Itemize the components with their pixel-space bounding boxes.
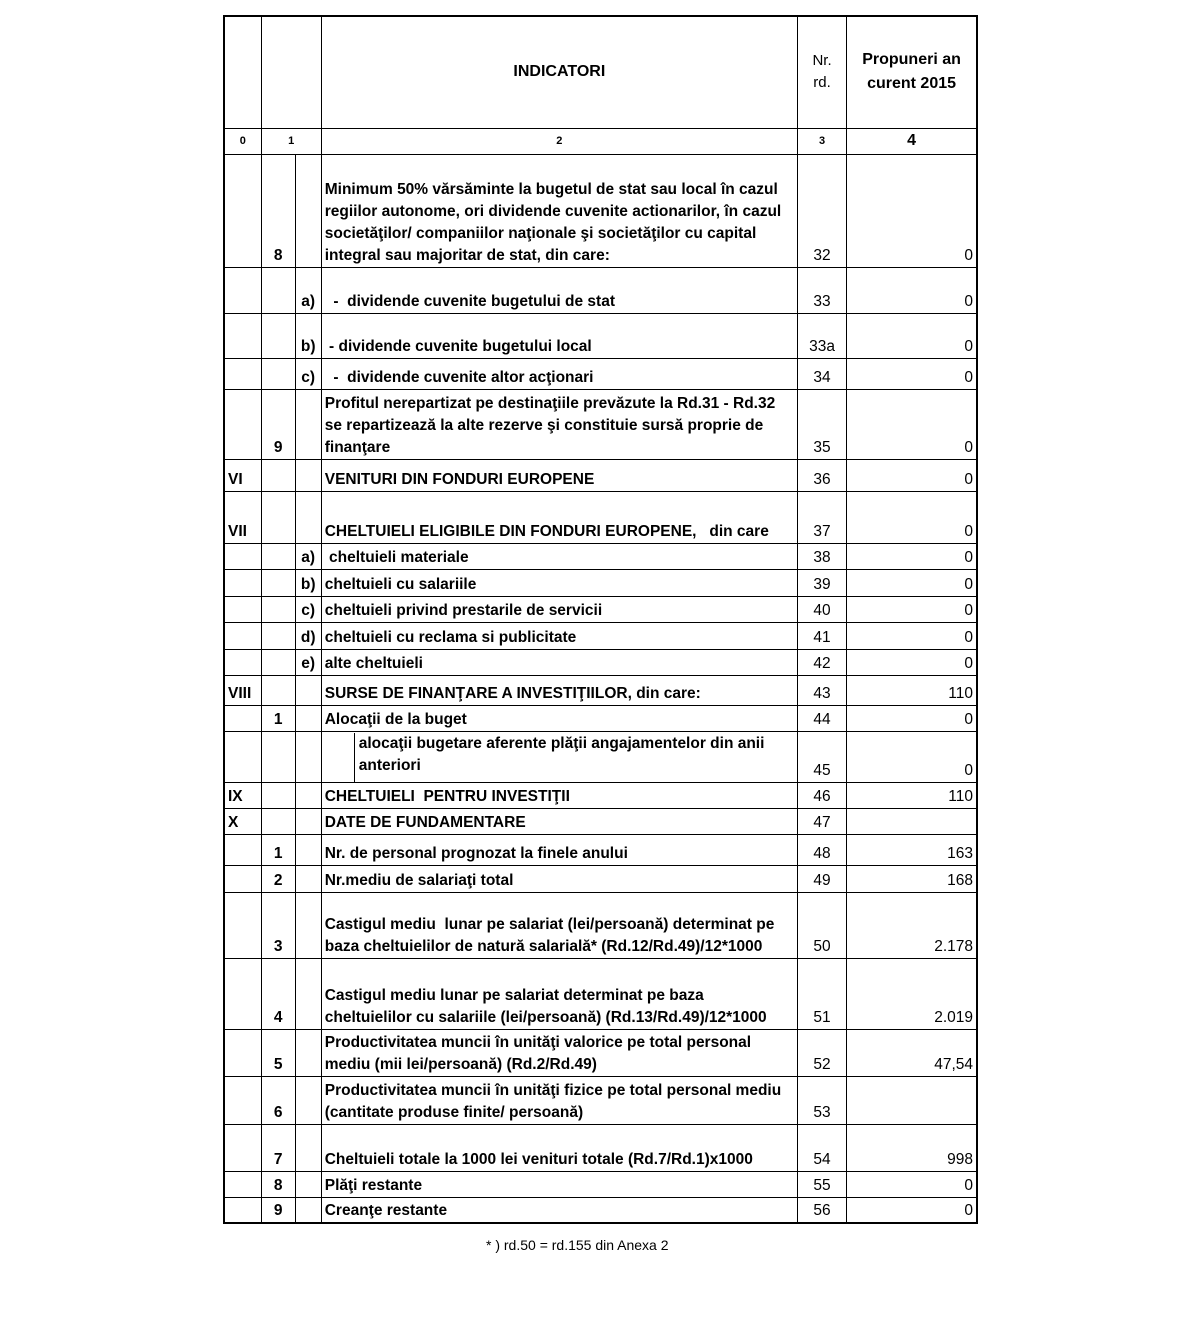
row-indicator-text: CHELTUIELI PENTRU INVESTIŢII xyxy=(324,787,570,805)
row-number xyxy=(261,596,295,622)
row-indicator-text: DATE DE FUNDAMENTARE xyxy=(324,813,526,831)
row-letter xyxy=(295,834,321,865)
row-nr-rd: 45 xyxy=(797,731,846,782)
row-indicator xyxy=(321,1124,797,1171)
row-value: 0 xyxy=(847,731,977,782)
row-chapter xyxy=(224,731,261,782)
row-nr-rd: 32 xyxy=(797,154,846,267)
header-nr-line1: Nr. xyxy=(812,52,832,70)
row-number xyxy=(261,649,295,675)
table-row xyxy=(224,358,977,389)
row-number xyxy=(261,731,295,782)
row-nr-rd: 52 xyxy=(797,1029,846,1076)
row-number: 8 xyxy=(261,154,295,267)
row-value xyxy=(847,1076,977,1124)
row-value: 0 xyxy=(847,267,977,313)
row-letter xyxy=(295,782,321,808)
row-chapter xyxy=(224,705,261,731)
row-chapter: VI xyxy=(224,459,261,491)
row-value: 168 xyxy=(847,865,977,892)
row-value: 0 xyxy=(847,154,977,267)
row-indicator xyxy=(321,154,797,267)
table-row xyxy=(224,622,977,649)
row-number: 1 xyxy=(261,705,295,731)
row-letter xyxy=(295,958,321,1029)
row-nr-rd: 42 xyxy=(797,649,846,675)
column-number-row xyxy=(224,128,977,154)
row-number xyxy=(261,782,295,808)
row-letter xyxy=(295,1197,321,1223)
row-indicator xyxy=(321,675,797,705)
row-letter: e) xyxy=(295,649,321,675)
header-propuneri-line1: Propuneri an xyxy=(862,51,961,69)
row-number: 8 xyxy=(261,1171,295,1197)
row-indicator-text: - dividende cuvenite bugetului de stat xyxy=(324,292,615,310)
row-nr-rd: 34 xyxy=(797,358,846,389)
row-chapter xyxy=(224,313,261,358)
header-propuneri xyxy=(847,16,977,128)
row-chapter xyxy=(224,543,261,569)
row-indicator xyxy=(321,731,797,782)
row-nr-rd: 56 xyxy=(797,1197,846,1223)
row-value: 0 xyxy=(847,1171,977,1197)
row-value: 0 xyxy=(847,358,977,389)
row-indicator-text: Profitul nerepartizat pe destinaţiile prevăzute la Rd.31 - Rd.32 se repartizează la alte rezerve şi constituie sursă proprie de finanţare xyxy=(324,394,780,456)
row-number: 1 xyxy=(261,834,295,865)
row-value: 0 xyxy=(847,622,977,649)
row-indicator-text: alte cheltuieli xyxy=(324,654,423,672)
row-indicator xyxy=(321,958,797,1029)
row-number: 6 xyxy=(261,1076,295,1124)
row-nr-rd: 36 xyxy=(797,459,846,491)
row-nr-rd: 55 xyxy=(797,1171,846,1197)
table-row xyxy=(224,491,977,543)
row-nr-rd: 46 xyxy=(797,782,846,808)
row-indicator xyxy=(321,358,797,389)
row-number xyxy=(261,543,295,569)
row-indicator-text: Castigul mediu lunar pe salariat (lei/persoană) determinat pe baza cheltuielilor de natură salarială* (Rd.12/Rd.49)/12*1000 xyxy=(324,915,779,955)
colnum-2: 2 xyxy=(321,128,797,154)
row-chapter xyxy=(224,1029,261,1076)
table-row xyxy=(224,1124,977,1171)
row-indicator-text: cheltuieli materiale xyxy=(324,548,469,566)
row-letter xyxy=(295,1124,321,1171)
row-chapter xyxy=(224,1076,261,1124)
row-letter xyxy=(295,1029,321,1076)
row-chapter xyxy=(224,1171,261,1197)
row-chapter xyxy=(224,154,261,267)
table-row xyxy=(224,865,977,892)
row-chapter xyxy=(224,834,261,865)
row-nr-rd: 44 xyxy=(797,705,846,731)
sub-indent-cell xyxy=(322,733,355,782)
row-letter: c) xyxy=(295,358,321,389)
row-nr-rd: 39 xyxy=(797,569,846,596)
row-indicator-text: Nr.mediu de salariaţi total xyxy=(324,871,514,889)
row-chapter: IX xyxy=(224,782,261,808)
row-value: 110 xyxy=(847,782,977,808)
row-number xyxy=(261,622,295,649)
colnum-0: 0 xyxy=(224,128,261,154)
row-nr-rd: 50 xyxy=(797,892,846,958)
row-number: 7 xyxy=(261,1124,295,1171)
row-indicator-text: Cheltuieli totale la 1000 lei venituri totale (Rd.7/Rd.1)x1000 xyxy=(324,1150,753,1168)
row-value: 0 xyxy=(847,1197,977,1223)
row-letter: d) xyxy=(295,622,321,649)
row-indicator xyxy=(321,491,797,543)
row-indicator xyxy=(321,834,797,865)
row-indicator xyxy=(321,622,797,649)
row-value: 2.178 xyxy=(847,892,977,958)
row-indicator-text: VENITURI DIN FONDURI EUROPENE xyxy=(324,470,595,488)
row-value: 47,54 xyxy=(847,1029,977,1076)
row-indicator-text: Productivitatea muncii în unităţi fizice pe total personal mediu (cantitate produse finite/ persoană) xyxy=(324,1081,786,1121)
row-letter: b) xyxy=(295,313,321,358)
row-indicator xyxy=(321,596,797,622)
colnum-3: 3 xyxy=(797,128,846,154)
row-value: 0 xyxy=(847,543,977,569)
row-indicator-text: cheltuieli privind prestarile de servicii xyxy=(324,601,603,619)
row-number xyxy=(261,459,295,491)
table-row xyxy=(224,154,977,267)
table-row xyxy=(224,808,977,834)
row-indicator xyxy=(321,808,797,834)
table-row xyxy=(224,389,977,459)
row-letter xyxy=(295,865,321,892)
row-indicator xyxy=(321,313,797,358)
row-value: 0 xyxy=(847,705,977,731)
row-indicator-text: Alocaţii de la buget xyxy=(324,710,467,728)
row-letter xyxy=(295,459,321,491)
row-nr-rd: 33 xyxy=(797,267,846,313)
row-chapter xyxy=(224,865,261,892)
row-chapter xyxy=(224,649,261,675)
row-chapter xyxy=(224,892,261,958)
row-indicator-text: CHELTUIELI ELIGIBILE DIN FONDURI EUROPENE, din care xyxy=(324,522,769,540)
row-chapter xyxy=(224,389,261,459)
row-indicator xyxy=(321,569,797,596)
table-row xyxy=(224,892,977,958)
table-row xyxy=(224,459,977,491)
row-value: 0 xyxy=(847,459,977,491)
row-chapter: VIII xyxy=(224,675,261,705)
row-number: 5 xyxy=(261,1029,295,1076)
row-indicator-text: Minimum 50% vărsăminte la bugetul de stat sau local în cazul regiilor autonome, ori dividende cuvenite actionarilor, în cazul societăţilor/ companiilor naţionale şi societăţilor cu capital integral sau majoritar de stat, din care: xyxy=(324,180,786,264)
table-row xyxy=(224,543,977,569)
row-value: 0 xyxy=(847,313,977,358)
row-indicator-text: SURSE DE FINANŢARE A INVESTIŢIILOR, din care: xyxy=(324,684,701,702)
row-indicator-text: Nr. de personal prognozat la finele anului xyxy=(324,844,628,862)
row-indicator-text: alocaţii bugetare aferente plăţii angajamentelor din anii anteriori xyxy=(358,734,765,774)
header-row xyxy=(224,16,977,128)
table-row xyxy=(224,569,977,596)
row-indicator xyxy=(321,865,797,892)
row-chapter xyxy=(224,958,261,1029)
row-letter xyxy=(295,154,321,267)
row-letter xyxy=(295,892,321,958)
row-indicator xyxy=(321,1029,797,1076)
row-nr-rd: 43 xyxy=(797,675,846,705)
row-number: 4 xyxy=(261,958,295,1029)
row-value: 0 xyxy=(847,389,977,459)
indicators-table xyxy=(223,15,978,1224)
row-indicator xyxy=(321,389,797,459)
row-nr-rd: 37 xyxy=(797,491,846,543)
row-nr-rd: 48 xyxy=(797,834,846,865)
row-indicator xyxy=(321,1171,797,1197)
row-chapter xyxy=(224,1124,261,1171)
row-number: 9 xyxy=(261,389,295,459)
row-letter xyxy=(295,1171,321,1197)
row-indicator xyxy=(321,649,797,675)
row-indicator-text: cheltuieli cu salariile xyxy=(324,575,477,593)
row-number: 2 xyxy=(261,865,295,892)
row-nr-rd: 33a xyxy=(797,313,846,358)
row-chapter: X xyxy=(224,808,261,834)
row-number xyxy=(261,808,295,834)
row-indicator-text: Castigul mediu lunar pe salariat determinat pe baza cheltuielilor cu salariile (lei/persoană) (Rd.13/Rd.49)/12*1000 xyxy=(324,986,767,1026)
row-indicator-text: Plăţi restante xyxy=(324,1176,423,1194)
row-letter: a) xyxy=(295,267,321,313)
row-chapter xyxy=(224,267,261,313)
row-value: 0 xyxy=(847,491,977,543)
row-letter xyxy=(295,1076,321,1124)
header-nr-line2: rd. xyxy=(813,74,831,92)
row-nr-rd: 49 xyxy=(797,865,846,892)
row-indicator-text: - dividende cuvenite altor acţionari xyxy=(324,368,594,386)
table-row xyxy=(224,731,977,782)
row-indicator xyxy=(321,705,797,731)
row-indicator-text: - dividende cuvenite bugetului local xyxy=(324,337,592,355)
row-nr-rd: 53 xyxy=(797,1076,846,1124)
row-letter xyxy=(295,389,321,459)
row-nr-rd: 51 xyxy=(797,958,846,1029)
row-nr-rd: 47 xyxy=(797,808,846,834)
row-letter xyxy=(295,731,321,782)
table-row xyxy=(224,313,977,358)
table-row xyxy=(224,782,977,808)
table-row xyxy=(224,649,977,675)
header-propuneri-line2: curent 2015 xyxy=(867,75,957,93)
row-indicator-text: cheltuieli cu reclama si publicitate xyxy=(324,628,577,646)
row-chapter xyxy=(224,1197,261,1223)
row-indicator xyxy=(321,782,797,808)
row-value: 163 xyxy=(847,834,977,865)
table-row xyxy=(224,1171,977,1197)
row-nr-rd: 38 xyxy=(797,543,846,569)
row-value: 0 xyxy=(847,596,977,622)
row-number xyxy=(261,491,295,543)
row-value: 0 xyxy=(847,649,977,675)
row-nr-rd: 54 xyxy=(797,1124,846,1171)
table-row xyxy=(224,267,977,313)
row-letter xyxy=(295,808,321,834)
row-chapter xyxy=(224,622,261,649)
row-letter: b) xyxy=(295,569,321,596)
row-chapter: VII xyxy=(224,491,261,543)
row-indicator xyxy=(321,459,797,491)
table-row xyxy=(224,596,977,622)
row-indicator-text: Creanţe restante xyxy=(324,1202,448,1219)
row-number xyxy=(261,313,295,358)
header-empty-1 xyxy=(261,16,321,128)
row-value: 110 xyxy=(847,675,977,705)
table-row xyxy=(224,675,977,705)
table-row xyxy=(224,705,977,731)
row-nr-rd: 41 xyxy=(797,622,846,649)
row-letter: c) xyxy=(295,596,321,622)
colnum-4: 4 xyxy=(847,128,977,154)
row-number xyxy=(261,358,295,389)
indicator-sheet xyxy=(223,15,978,1224)
header-indicatori: INDICATORI xyxy=(321,16,797,128)
row-value: 998 xyxy=(847,1124,977,1171)
row-letter xyxy=(295,675,321,705)
row-number xyxy=(261,675,295,705)
row-number xyxy=(261,569,295,596)
row-value: 0 xyxy=(847,569,977,596)
row-letter xyxy=(295,705,321,731)
colnum-1: 1 xyxy=(261,128,321,154)
row-indicator xyxy=(321,1076,797,1124)
row-number xyxy=(261,267,295,313)
row-number: 9 xyxy=(261,1197,295,1223)
table-row xyxy=(224,958,977,1029)
row-chapter xyxy=(224,596,261,622)
table-row xyxy=(224,1076,977,1124)
row-letter xyxy=(295,491,321,543)
row-nr-rd: 35 xyxy=(797,389,846,459)
table-row xyxy=(224,1029,977,1076)
row-value xyxy=(847,808,977,834)
row-chapter xyxy=(224,358,261,389)
header-nr-rd xyxy=(797,16,846,128)
row-value: 2.019 xyxy=(847,958,977,1029)
row-indicator xyxy=(321,1197,797,1223)
row-chapter xyxy=(224,569,261,596)
header-empty-0 xyxy=(224,16,261,128)
row-nr-rd: 40 xyxy=(797,596,846,622)
table-row xyxy=(224,834,977,865)
row-indicator xyxy=(321,892,797,958)
row-indicator-text: Productivitatea muncii în unităţi valorice pe total personal mediu (mii lei/persoană) (Rd.2/Rd.49) xyxy=(324,1033,756,1073)
row-indicator xyxy=(321,267,797,313)
table-row xyxy=(224,1197,977,1223)
row-indicator xyxy=(321,543,797,569)
footnote: * ) rd.50 = rd.155 din Anexa 2 xyxy=(486,1237,669,1253)
row-letter: a) xyxy=(295,543,321,569)
row-number: 3 xyxy=(261,892,295,958)
